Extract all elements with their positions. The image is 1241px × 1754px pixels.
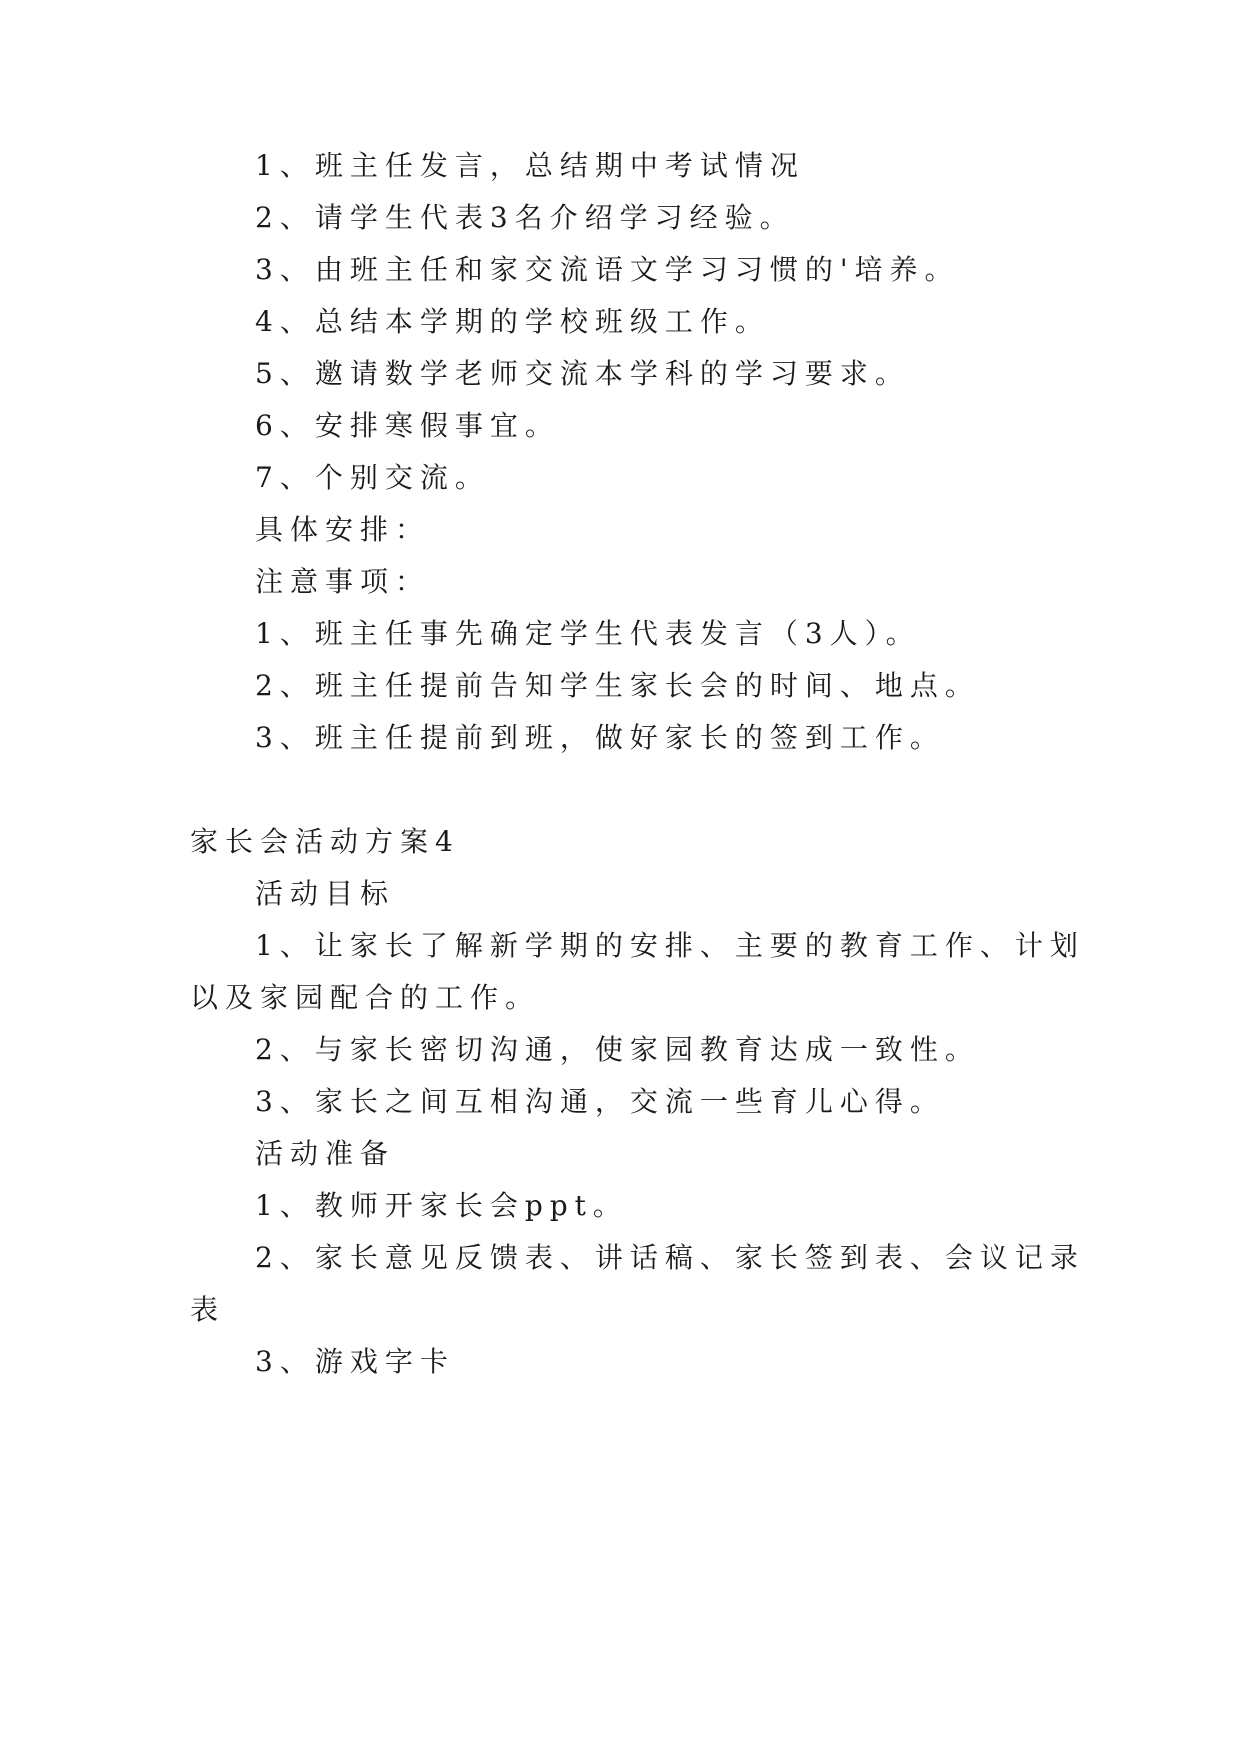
goals-heading: 活动目标 xyxy=(255,877,396,910)
section-title: 家长会活动方案4 xyxy=(190,825,460,858)
note-item-3: 3、班主任提前到班，做好家长的签到工作。 xyxy=(255,721,945,754)
agenda-item-3: 3、由班主任和家交流语文学习习惯的'培养。 xyxy=(255,253,960,286)
prep-item-2: 2、家长意见反馈表、讲话稿、家长签到表、会议记录 xyxy=(255,1241,1085,1274)
goal-item-1: 1、让家长了解新学期的安排、主要的教育工作、计划 xyxy=(255,929,1085,962)
notes-heading: 注意事项： xyxy=(255,565,431,598)
prep-item-2-continued: 表 xyxy=(190,1293,226,1326)
prep-item-3: 3、游戏字卡 xyxy=(255,1345,455,1378)
agenda-item-2: 2、请学生代表3名介绍学习经验。 xyxy=(255,201,795,234)
agenda-item-4: 4、总结本学期的学校班级工作。 xyxy=(255,305,770,338)
arrangement-heading: 具体安排： xyxy=(255,513,431,546)
goal-item-3: 3、家长之间互相沟通，交流一些育儿心得。 xyxy=(255,1085,945,1118)
note-item-1: 1、班主任事先确定学生代表发言（3人）。 xyxy=(255,617,921,650)
goal-item-1-continued: 以及家园配合的工作。 xyxy=(190,981,541,1014)
agenda-item-6: 6、安排寒假事宜。 xyxy=(255,409,560,442)
agenda-item-7: 7、个别交流。 xyxy=(255,461,490,494)
prep-heading: 活动准备 xyxy=(255,1137,396,1170)
agenda-item-5: 5、邀请数学老师交流本学科的学习要求。 xyxy=(255,357,910,390)
note-item-2: 2、班主任提前告知学生家长会的时间、地点。 xyxy=(255,669,980,702)
prep-item-1: 1、教师开家长会ppt。 xyxy=(255,1189,628,1222)
agenda-item-1: 1、班主任发言，总结期中考试情况 xyxy=(255,149,805,182)
goal-item-2: 2、与家长密切沟通，使家园教育达成一致性。 xyxy=(255,1033,980,1066)
